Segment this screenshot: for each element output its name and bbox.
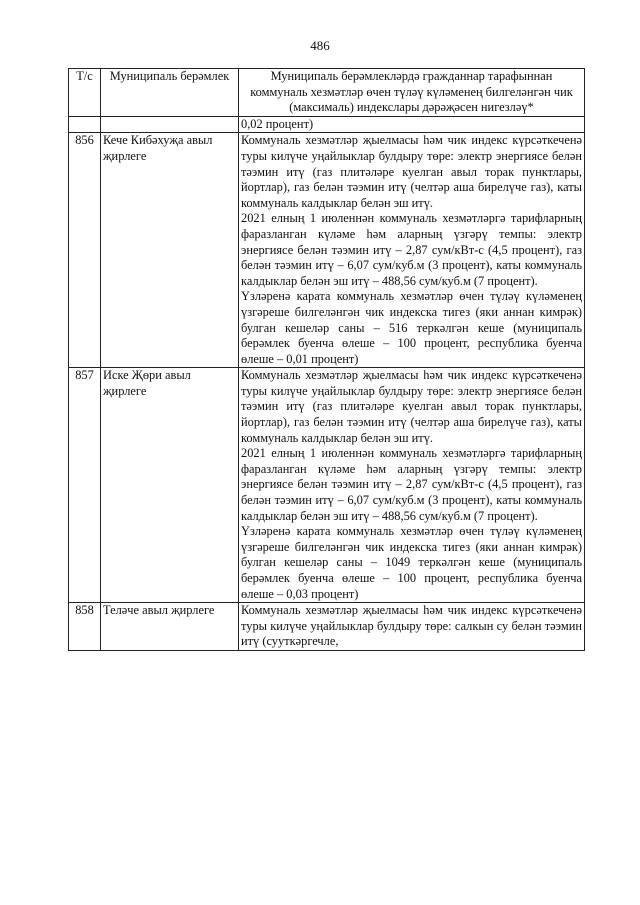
municipality-name: Иске Җөри авыл җирлеге xyxy=(101,368,239,603)
municipality-name: Кече Кибәхуҗа авыл җирлеге xyxy=(101,133,239,368)
index-description xyxy=(239,603,585,651)
paragraph: Үзләренә карата коммуналь хезмәтләр өчен түләү күләменең үзгәреше билгеләнгән чик индекска тигез (яки аннан кимрәк) булган кешеләр саны – 516 теркәлгән кеше (муниципаль берәмлек буенча өлеше – 100 процент, республика буенча өлеше – 0,01 процент) xyxy=(241,289,582,366)
page-number: 486 xyxy=(310,38,330,53)
table-row xyxy=(69,133,585,368)
header-municipality: Муниципаль берәмлек xyxy=(101,69,239,117)
table-header xyxy=(69,69,585,117)
municipality-name: Теләче авыл җирлеге xyxy=(101,603,239,651)
table-row xyxy=(69,603,585,651)
row-number: 857 xyxy=(69,368,101,603)
row-number: 856 xyxy=(69,133,101,368)
paragraph: Коммуналь хезмәтләр җыелмасы һәм чик индекс күрсәткеченә туры килүче уңайлыклар булдыру төре: электр энергиясе белән тәэмин итү (газ плитәләре куелган авыл торак пунктлары, йортлар), газ белән тәэмин итү (челтәр аша бирелүче газ), каты коммуналь калдыклар белән эш итү. xyxy=(241,368,582,445)
header-index: Муниципаль берәмлекләрдә гражданнар тарафыннан коммуналь хезмәтләр өчен түләү күләменең билгеләнгән чик (максималь) индекслары дәрәҗәсен нигезләү* xyxy=(239,69,585,117)
table-row xyxy=(69,368,585,603)
paragraph: 2021 елның 1 июленнән коммуналь хезмәтләргә тарифларның фаразланган күләме һәм аларның үзгәрү темпы: электр энергиясе белән тәэмин итү – 2,87 сум/кВт-с (4,5 процент), газ белән тәэмин итү – 6,07 сум/куб.м (3 процент), каты коммуналь калдыклар белән эш итү – 488,56 сум/куб.м (7 процент). xyxy=(241,211,582,288)
row-number: 858 xyxy=(69,603,101,651)
index-table xyxy=(68,68,585,651)
paragraph: 2021 елның 1 июленнән коммуналь хезмәтләргә тарифларның фаразланган күләме һәм аларның үзгәрү темпы: электр энергиясе белән тәэмин итү – 2,87 сум/кВт-с (4,5 процент), газ белән тәэмин итү – 6,07 сум/куб.м (3 процент), каты коммуналь калдыклар белән эш итү – 488,56 сум/куб.м (7 процент). xyxy=(241,446,582,523)
paragraph: Коммуналь хезмәтләр җыелмасы һәм чик индекс күрсәткеченә туры килүче уңайлыклар булдыру төре: электр энергиясе белән тәэмин итү (газ плитәләре куелган авыл торак пунктлары, йортлар), газ белән тәэмин итү (челтәр аша бирелүче газ), каты коммуналь калдыклар белән эш итү. xyxy=(241,133,582,210)
paragraph: Коммуналь хезмәтләр җыелмасы һәм чик индекс күрсәткеченә туры килүче уңайлыклар булдыру төре: салкын су белән тәэмин итү (сууткәргечле, xyxy=(241,603,582,649)
index-description xyxy=(239,133,585,368)
paragraph: Үзләренә карата коммуналь хезмәтләр өчен түләү күләменең үзгәреше билгеләнгән чик индекска тигез (яки аннан кимрәк) булган кешеләр саны – 1049 теркәлгән кеше (муниципаль берәмлек буенча өлеше – 100 процент, республика буенча өлеше – 0,03 процент) xyxy=(241,524,582,601)
index-description xyxy=(239,368,585,603)
continuation-row xyxy=(69,116,585,133)
header-num: Т/с xyxy=(69,69,101,117)
continuation-text: 0,02 процент) xyxy=(239,116,585,133)
